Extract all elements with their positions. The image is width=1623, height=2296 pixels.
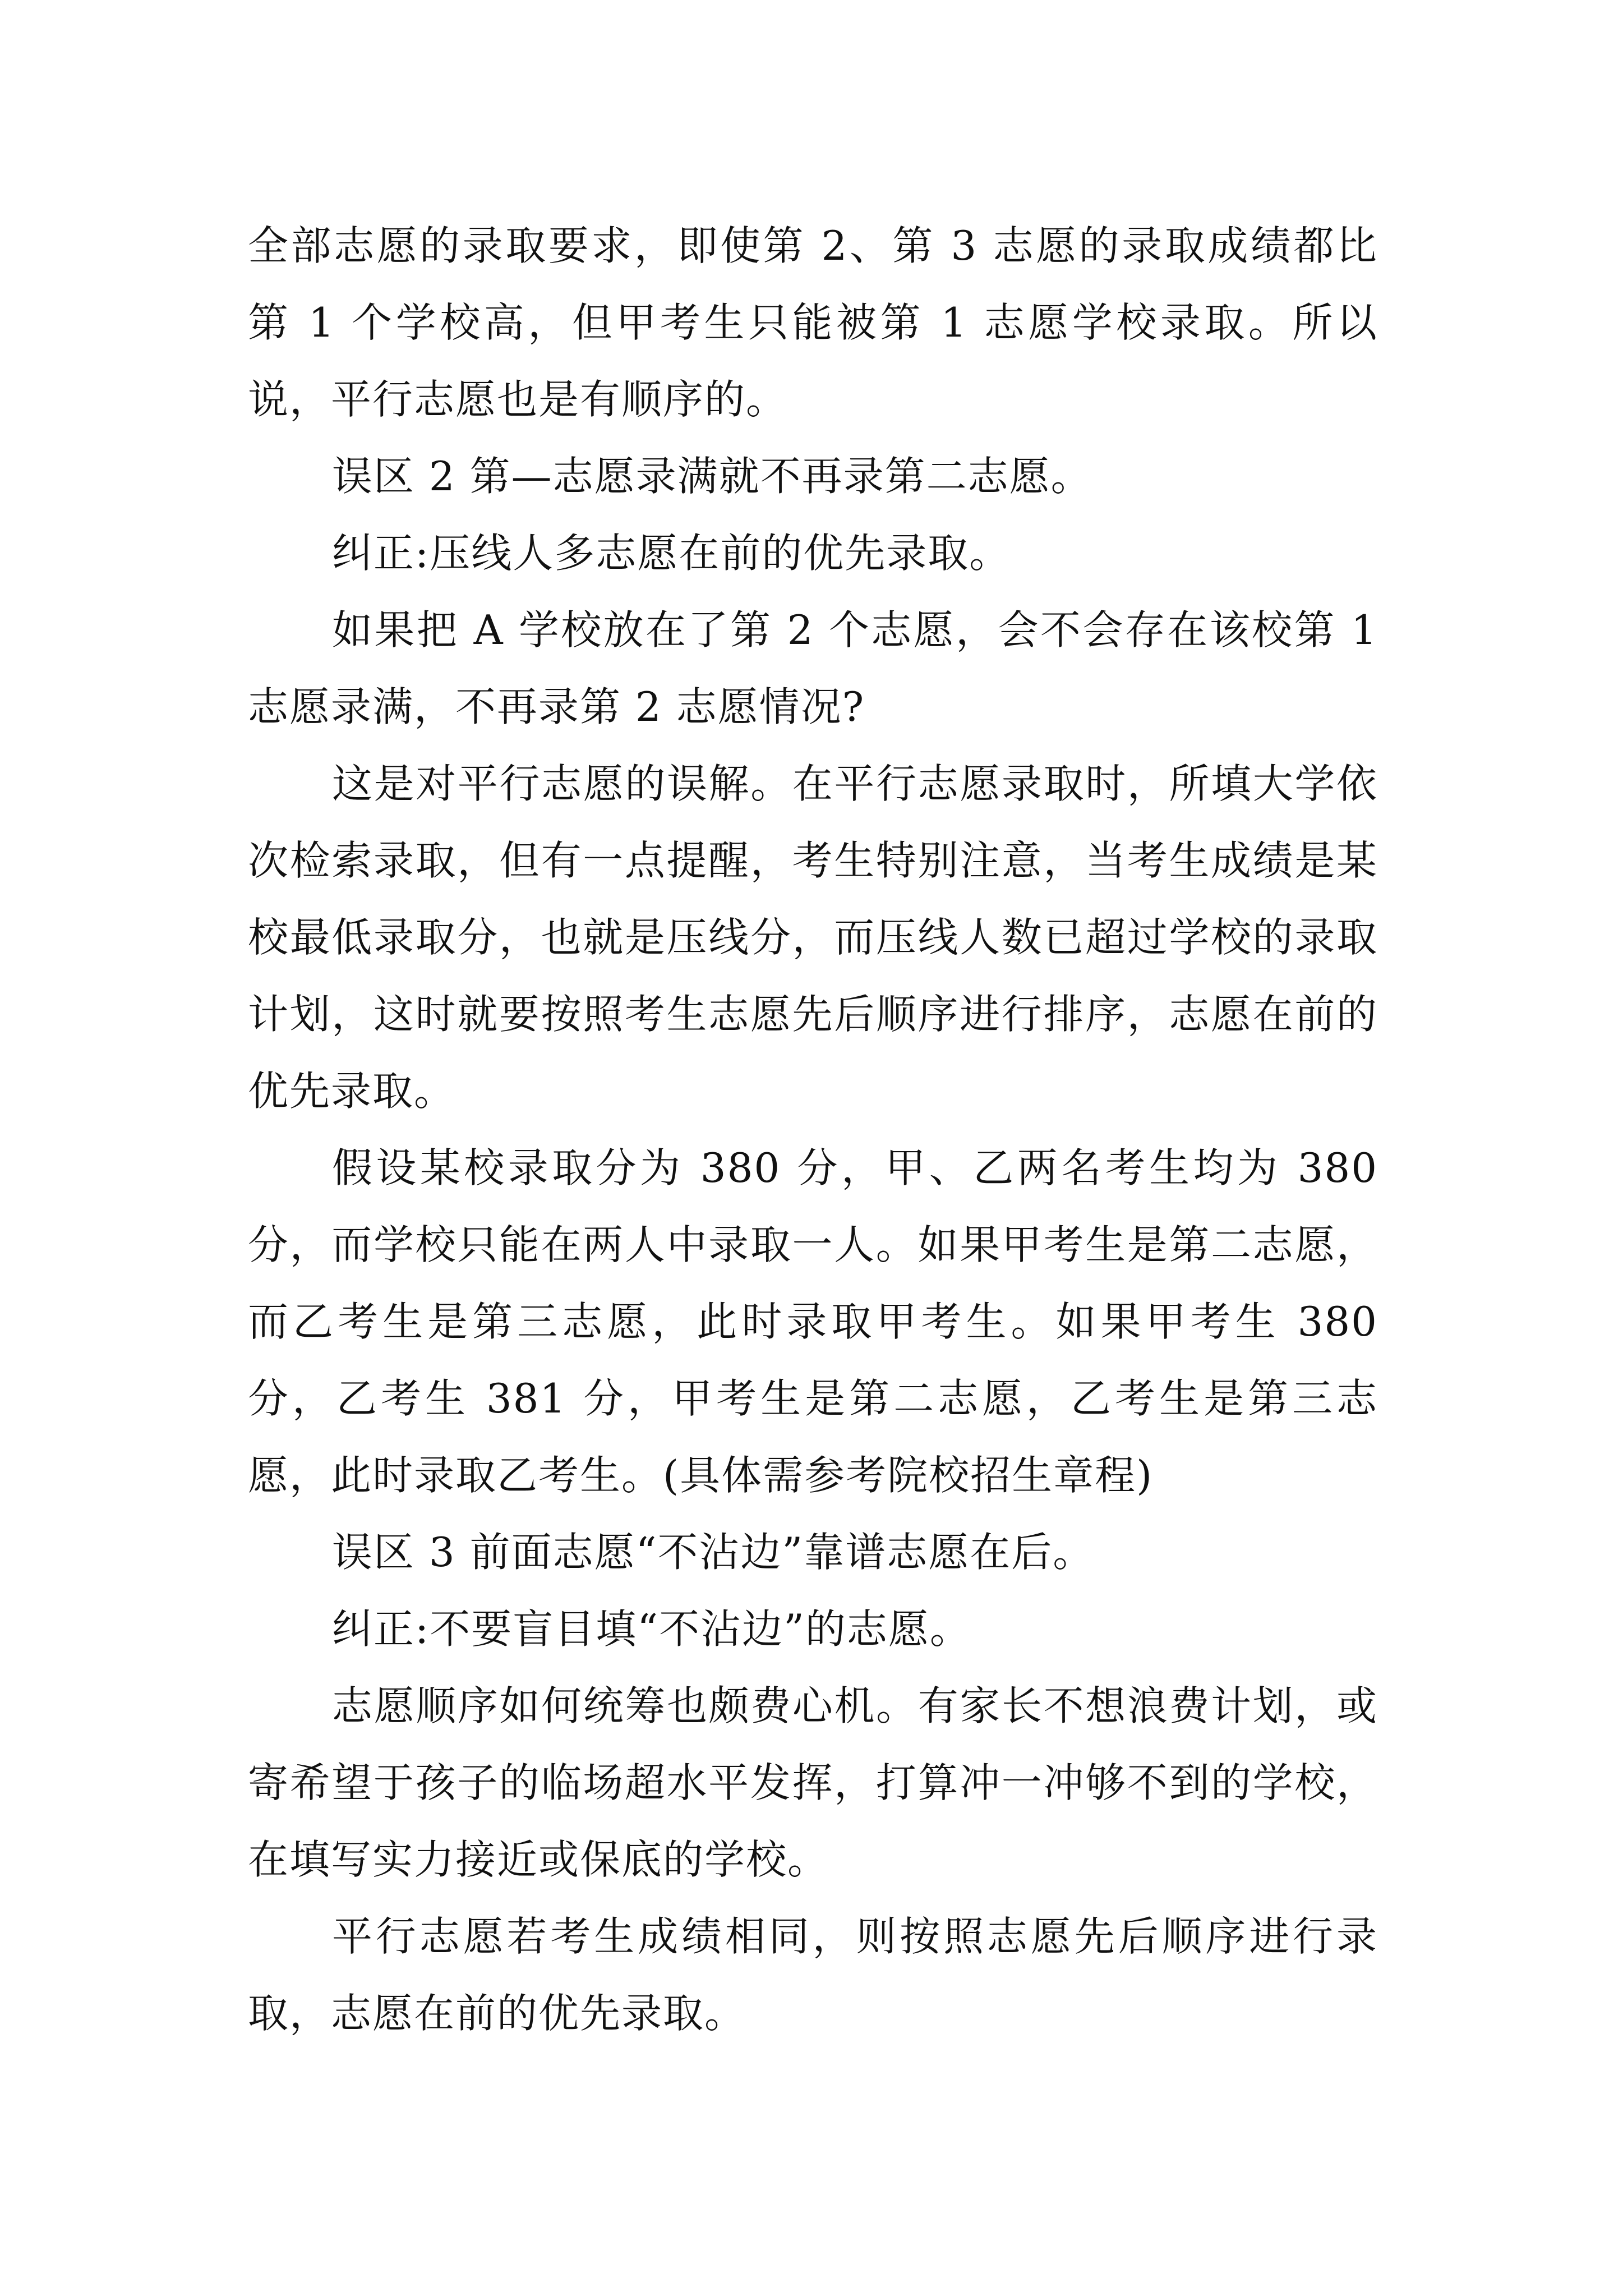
paragraph-3: 纠正:压线人多志愿在前的优先录取。 [332,530,1011,577]
document-body [248,208,1378,2052]
paragraph-5: 这是对平行志愿的误解。在平行志愿录取时，所填大学依次检索录取，但有一点提醒，考生特别注意，当考生成绩是某校最低录取分，也就是压线分，而压线人数已超过学校的录取计划，这时就要按照考生志愿先后顺序进行排序，志愿在前的优先录取。 [248,760,1378,1115]
paragraph-8: 纠正:不要盲目填“不沾边”的志愿。 [332,1605,971,1653]
paragraph-1: 全部志愿的录取要求，即使第 2、第 3 志愿的录取成绩都比第 1 个学校高，但甲考生只能被第 1 志愿学校录取。所以说，平行志愿也是有顺序的。 [248,222,1378,423]
paragraph-10: 平行志愿若考生成绩相同，则按照志愿先后顺序进行录取，志愿在前的优先录取。 [248,1913,1378,2037]
paragraph-7: 误区 3 前面志愿“不沾边”靠谱志愿在后。 [332,1529,1095,1576]
paragraph-2: 误区 2 第—志愿录满就不再录第二志愿。 [332,453,1092,500]
paragraph-6: 假设某校录取分为 380 分，甲、乙两名考生均为 380 分，而学校只能在两人中录取一人。如果甲考生是第二志愿，而乙考生是第三志愿，此时录取甲考生。如果甲考生 380 分，乙考生 381 分，甲考生是第二志愿，乙考生是第三志愿，此时录取乙考生。(具体需参考院校招生章程) [248,1144,1378,1499]
paragraph-9: 志愿顺序如何统筹也颇费心机。有家长不想浪费计划，或寄希望于孩子的临场超水平发挥，打算冲一冲够不到的学校，在填写实力接近或保底的学校。 [248,1682,1378,1883]
paragraph-4: 如果把 A 学校放在了第 2 个志愿，会不会存在该校第 1 志愿录满，不再录第 2 志愿情况? [248,606,1378,730]
